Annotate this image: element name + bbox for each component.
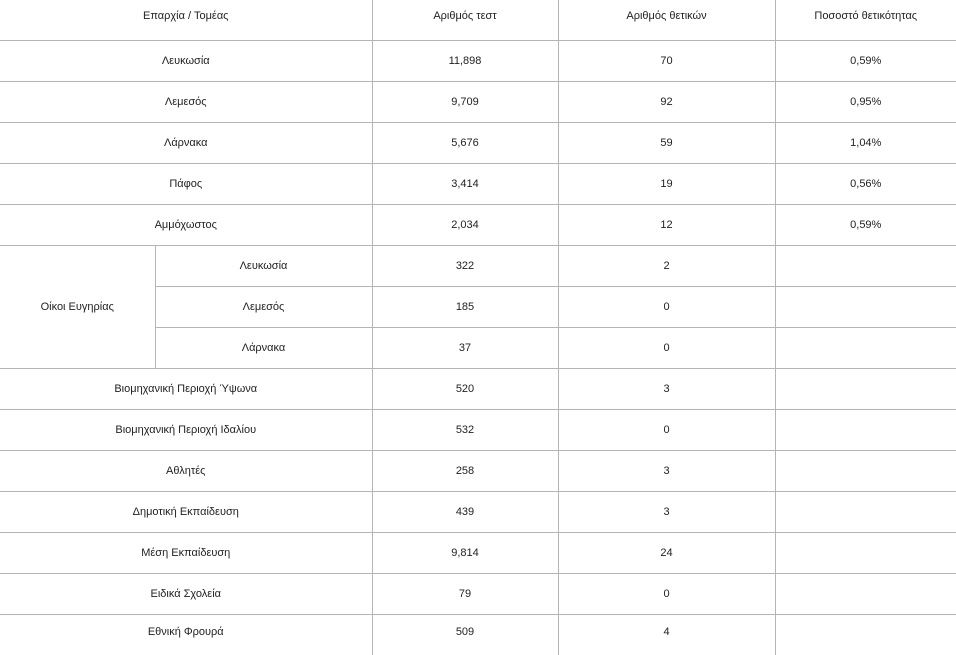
- positivity-rate: [775, 573, 956, 614]
- region-name: Λεμεσός: [0, 81, 372, 122]
- table-row: [0, 204, 956, 245]
- positives-count: 2: [558, 245, 775, 286]
- positives-count: 4: [558, 614, 775, 655]
- tests-count: 79: [372, 573, 558, 614]
- tests-count: 9,709: [372, 81, 558, 122]
- positives-count: 0: [558, 409, 775, 450]
- table-row: [0, 491, 956, 532]
- tests-count: 520: [372, 368, 558, 409]
- positives-count: 12: [558, 204, 775, 245]
- positives-count: 3: [558, 491, 775, 532]
- positivity-rate: 0,95%: [775, 81, 956, 122]
- subregion-name: Λεμεσός: [155, 286, 372, 327]
- positivity-rate: 0,56%: [775, 163, 956, 204]
- sector-name: Δημοτική Εκπαίδευση: [0, 491, 372, 532]
- sector-name: Μέση Εκπαίδευση: [0, 532, 372, 573]
- table-row: [0, 81, 956, 122]
- positivity-rate: [775, 368, 956, 409]
- sector-name: Αθλητές: [0, 450, 372, 491]
- table-row: [0, 40, 956, 81]
- region-name: Λευκωσία: [0, 40, 372, 81]
- positivity-rate: [775, 286, 956, 327]
- tests-count: 322: [372, 245, 558, 286]
- region-name: Αμμόχωστος: [0, 204, 372, 245]
- table-row: [0, 122, 956, 163]
- positives-count: 24: [558, 532, 775, 573]
- table-header-row: [0, 0, 956, 40]
- positives-count: 59: [558, 122, 775, 163]
- positives-count: 19: [558, 163, 775, 204]
- positives-count: 70: [558, 40, 775, 81]
- tests-count: 439: [372, 491, 558, 532]
- sector-name: Ειδικά Σχολεία: [0, 573, 372, 614]
- subregion-name: Λάρνακα: [155, 327, 372, 368]
- positivity-rate: [775, 450, 956, 491]
- tests-count: 37: [372, 327, 558, 368]
- positives-count: 3: [558, 368, 775, 409]
- region-name: Λάρνακα: [0, 122, 372, 163]
- positivity-rate: [775, 614, 956, 655]
- positivity-rate: [775, 245, 956, 286]
- positives-count: 0: [558, 573, 775, 614]
- subregion-name: Λευκωσία: [155, 245, 372, 286]
- table-row: [0, 409, 956, 450]
- positives-count: 92: [558, 81, 775, 122]
- tests-count: 3,414: [372, 163, 558, 204]
- header-rate: Ποσοστό θετικότητας: [775, 0, 956, 40]
- tests-count: 2,034: [372, 204, 558, 245]
- nursing-homes-label: Οίκοι Ευγηρίας: [0, 245, 155, 368]
- positivity-rate: [775, 491, 956, 532]
- positives-count: 0: [558, 286, 775, 327]
- sector-name: Βιομηχανική Περιοχή Ιδαλίου: [0, 409, 372, 450]
- table-row: [0, 450, 956, 491]
- positivity-rate: [775, 327, 956, 368]
- header-region: Επαρχία / Τομέας: [0, 0, 372, 40]
- tests-count: 185: [372, 286, 558, 327]
- positives-count: 3: [558, 450, 775, 491]
- tests-count: 11,898: [372, 40, 558, 81]
- positives-count: 0: [558, 327, 775, 368]
- tests-count: 5,676: [372, 122, 558, 163]
- sector-name: Εθνική Φρουρά: [0, 614, 372, 655]
- table-row: [0, 245, 956, 286]
- table-row: [0, 368, 956, 409]
- tests-count: 258: [372, 450, 558, 491]
- tests-count: 9,814: [372, 532, 558, 573]
- positivity-rate: [775, 532, 956, 573]
- header-tests: Αριθμός τεστ: [372, 0, 558, 40]
- header-positives: Αριθμός θετικών: [558, 0, 775, 40]
- positivity-rate: [775, 409, 956, 450]
- positivity-rate: 0,59%: [775, 204, 956, 245]
- tests-count: 532: [372, 409, 558, 450]
- table-row: [0, 532, 956, 573]
- table-row: [0, 614, 956, 655]
- table-row: [0, 573, 956, 614]
- table-row: [0, 163, 956, 204]
- positivity-rate: 1,04%: [775, 122, 956, 163]
- tests-count: 509: [372, 614, 558, 655]
- region-name: Πάφος: [0, 163, 372, 204]
- sector-name: Βιομηχανική Περιοχή Ύψωνα: [0, 368, 372, 409]
- positivity-rate: 0,59%: [775, 40, 956, 81]
